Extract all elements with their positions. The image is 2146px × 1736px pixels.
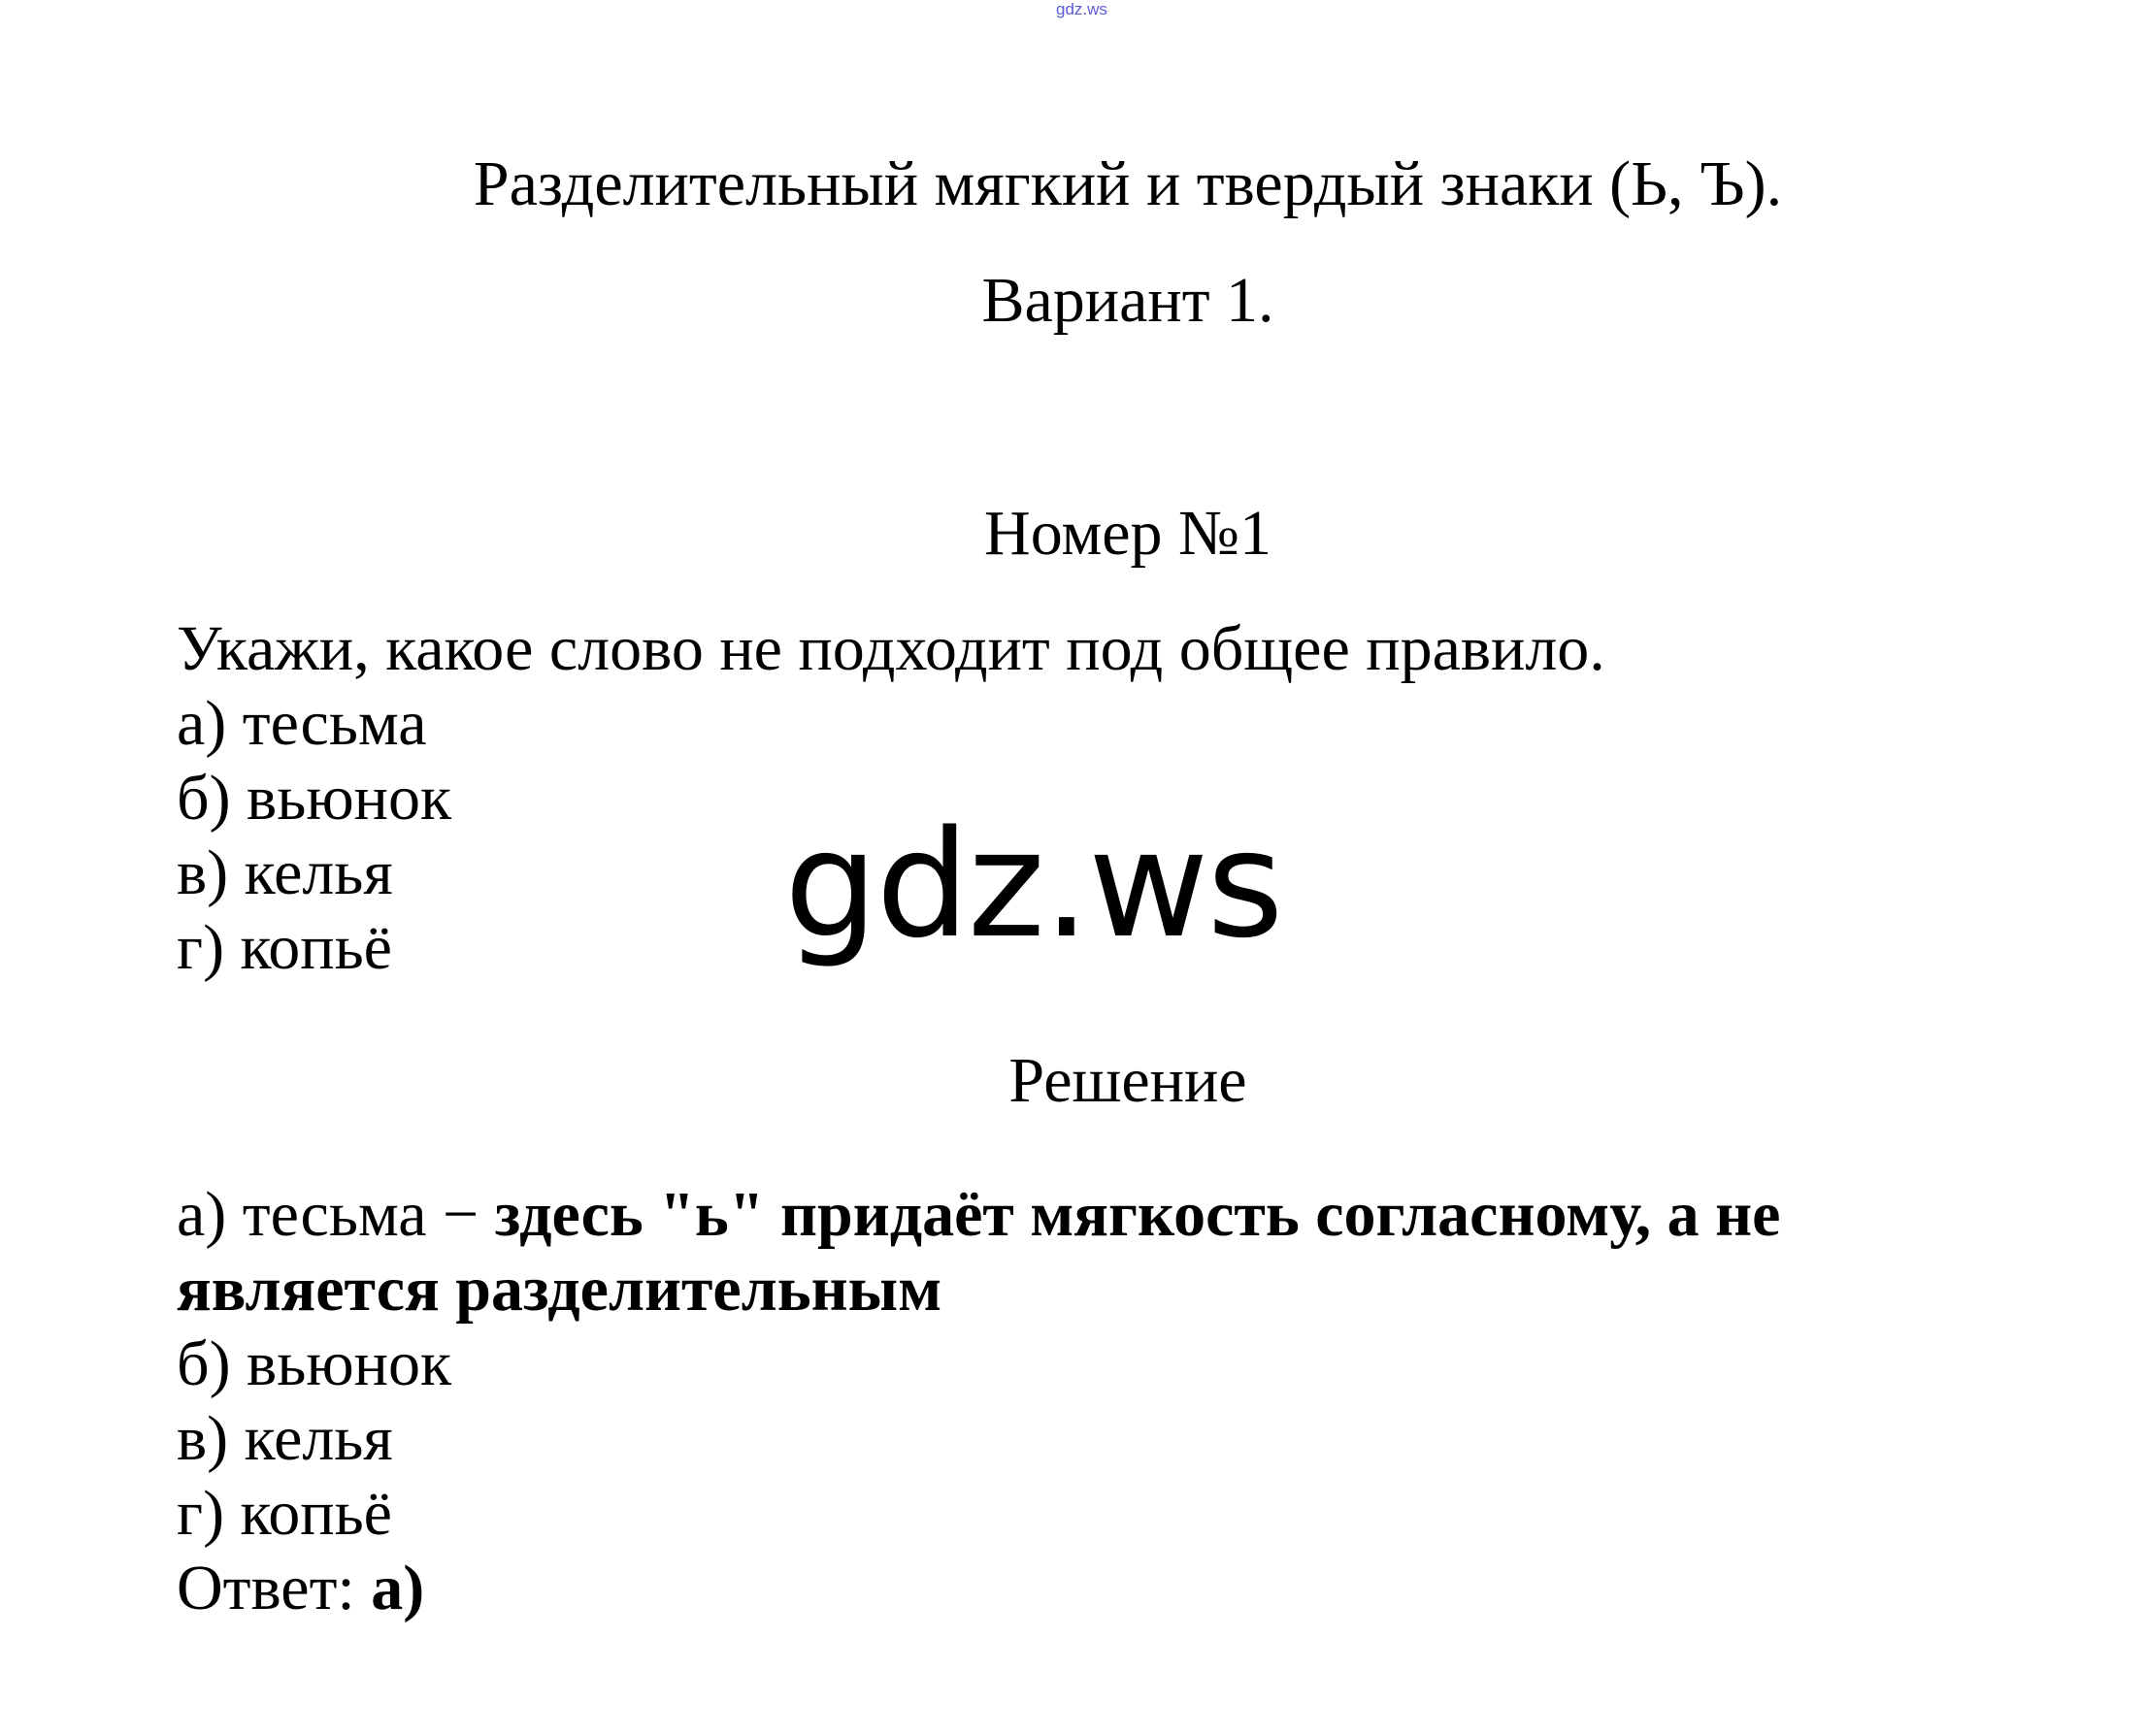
task-number-heading: Номер №1 xyxy=(984,498,1271,569)
task-option-b: б) вьюнок xyxy=(177,763,452,834)
answer-label: Ответ: xyxy=(177,1553,372,1623)
solution-item-b: б) вьюнок xyxy=(177,1328,452,1399)
task-question: Укажи, какое слово не подходит под общее правило. xyxy=(177,613,1605,684)
answer-line xyxy=(177,1551,2098,1625)
variant-heading: Вариант 1. xyxy=(981,265,1274,336)
page-title: Разделительный мягкий и твердый знаки (Ь, Ъ). xyxy=(473,148,1783,219)
answer-value: а) xyxy=(371,1553,425,1623)
solution-block xyxy=(177,1177,2098,1625)
solution-item-a-explanation: здесь "ь" придаёт мягкость согласному, а не xyxy=(494,1179,1781,1250)
task-option-a: а) тесьма xyxy=(177,688,427,759)
solution-item-c: в) келья xyxy=(177,1403,393,1474)
task-option-d: г) копьё xyxy=(177,912,392,983)
solution-item-a-explanation-continued: является разделительным xyxy=(177,1254,942,1325)
watermark: gdz.ws xyxy=(784,799,1282,970)
solution-item-d: г) копьё xyxy=(177,1478,392,1549)
solution-item-a-word: а) тесьма − xyxy=(177,1179,495,1250)
site-link[interactable]: gdz.ws xyxy=(1056,0,1107,18)
task-option-c: в) келья xyxy=(177,837,393,908)
solution-item-a xyxy=(177,1177,2098,1252)
solution-heading: Решение xyxy=(1008,1045,1247,1116)
